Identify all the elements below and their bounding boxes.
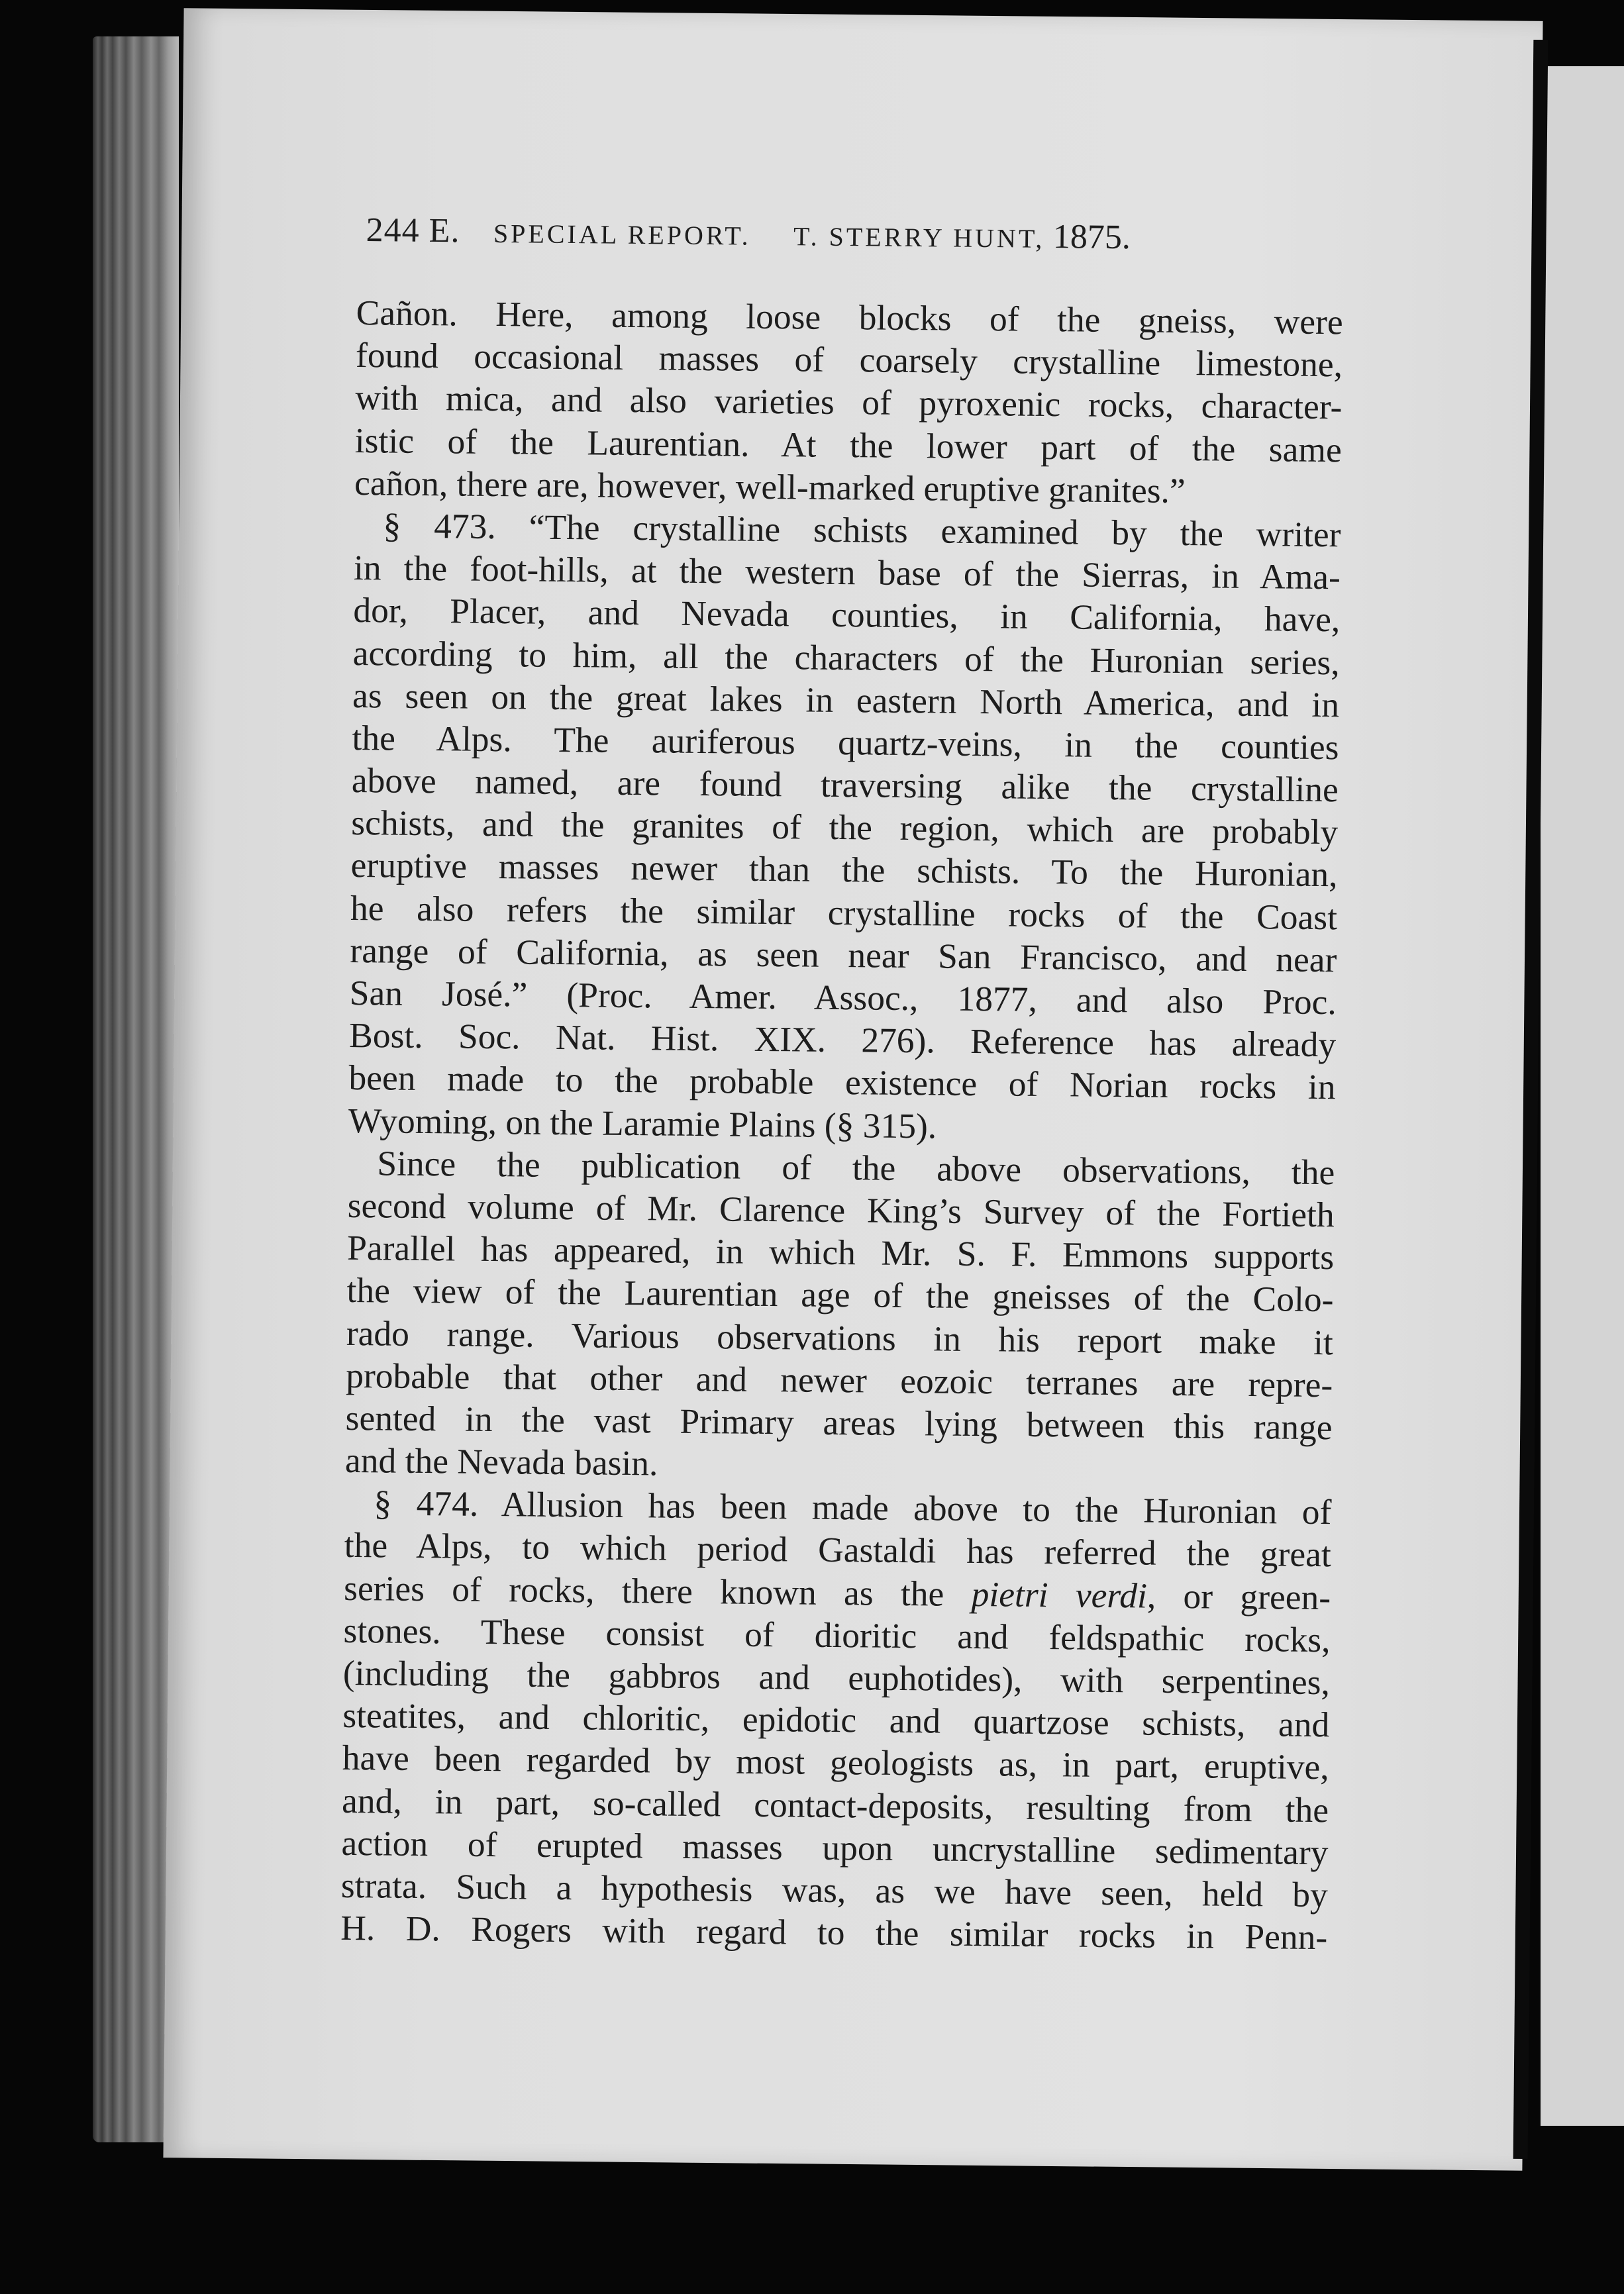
text-line: second volume of Mr. Clarence King’s Survey of the Fortieth — [347, 1185, 1335, 1235]
text-line: and, in part, so-called contact-deposits, resulting from the — [341, 1780, 1329, 1830]
author-name: T. STERRY HUNT, — [793, 221, 1045, 254]
text-line: steatites, and chloritic, epidotic and quartzose schists, and — [342, 1695, 1330, 1745]
text-line: the Alps, to which period Gastaldi has referred the great — [344, 1525, 1332, 1575]
text-line: Parallel has appeared, in which Mr. S. F. Emmons supports — [346, 1228, 1335, 1277]
text-line: schists, and the granites of the region, which are probably — [351, 803, 1339, 852]
text-line: § 473. “The crystalline schists examined by the writer — [383, 505, 1341, 555]
text-line: San José.” (Proc. Amer. Assoc., 1877, and also Proc. — [349, 972, 1337, 1022]
text-line: with mica, and also varieties of pyroxenic rocks, character- — [355, 377, 1343, 427]
report-year: 1875. — [1052, 217, 1131, 257]
text-line: action of erupted masses upon uncrystalline sedimentary — [341, 1822, 1329, 1872]
text-line: istic of the Laurentian. At the lower part of the same — [354, 420, 1343, 470]
text-line: § 474. Allusion has been made above to the Huronian of — [374, 1483, 1332, 1532]
text-line: Bost. Soc. Nat. Hist. XIX. 276). Reference has already — [348, 1015, 1337, 1065]
text-line: eruptive masses newer than the schists. To the Huronian, — [350, 845, 1338, 895]
text-line: rado range. Various observations in his report make it — [346, 1313, 1334, 1362]
text-line: Cañon. Here, among loose blocks of the gneiss, were — [356, 292, 1343, 342]
text-line: and the Nevada basin. — [344, 1440, 658, 1483]
text-line: he also refers the similar crystalline rocks of the Coast — [350, 887, 1338, 937]
text-line: cañon, there are, however, well-marked eruptive granites.” — [354, 462, 1186, 511]
report-title: SPECIAL REPORT. — [493, 218, 751, 251]
text-line: the view of the Laurentian age of the gneisses of the Colo- — [346, 1270, 1334, 1320]
text-line: have been regarded by most geologists as, in part, eruptive, — [342, 1738, 1329, 1787]
text-line: strata. Such a hypothesis was, as we have seen, held by — [340, 1865, 1329, 1915]
text-line: above named, are found traversing alike the crystalline — [351, 760, 1339, 810]
text-line: as seen on the great lakes in eastern North America, and in — [352, 675, 1340, 724]
text-line: probable that other and newer eozoic terranes are repre- — [346, 1355, 1333, 1405]
text-line: series of rocks, there known as the pietri verdi, or green- — [343, 1568, 1331, 1617]
body-text — [340, 291, 1343, 1959]
text-line: according to him, all the characters of the Huronian series, — [352, 632, 1340, 682]
text-line: Since the publication of the above observations, the — [377, 1143, 1335, 1192]
text-line: (including the gabbros and euphotides), with serpentines, — [342, 1652, 1331, 1703]
text-line: Wyoming, on the Laramie Plains (§ 315). — [348, 1100, 937, 1146]
text-line: stones. These consist of dioritic and feldspathic rocks, — [343, 1610, 1331, 1660]
text-line: found occasional masses of coarsely crystalline limestone, — [355, 335, 1343, 385]
text-line: H. D. Rogers with regard to the similar rocks in Penn- — [340, 1908, 1328, 1958]
text-line: range of California, as seen near San Francisco, and near — [350, 930, 1337, 980]
text-line: been made to the probable existence of Norian rocks in — [348, 1058, 1336, 1107]
text-line: in the foot-hills, at the western base of the Sierras, in Ama- — [353, 548, 1341, 597]
text-line: dor, Placer, and Nevada counties, in California, have, — [353, 590, 1341, 640]
facing-page-edge — [1541, 66, 1624, 2126]
text-line: sented in the vast Primary areas lying between this range — [345, 1397, 1333, 1448]
text-line: the Alps. The auriferous quartz-veins, in the counties — [352, 717, 1339, 768]
running-header — [366, 211, 1214, 272]
page-number: 244 E. — [366, 211, 460, 250]
